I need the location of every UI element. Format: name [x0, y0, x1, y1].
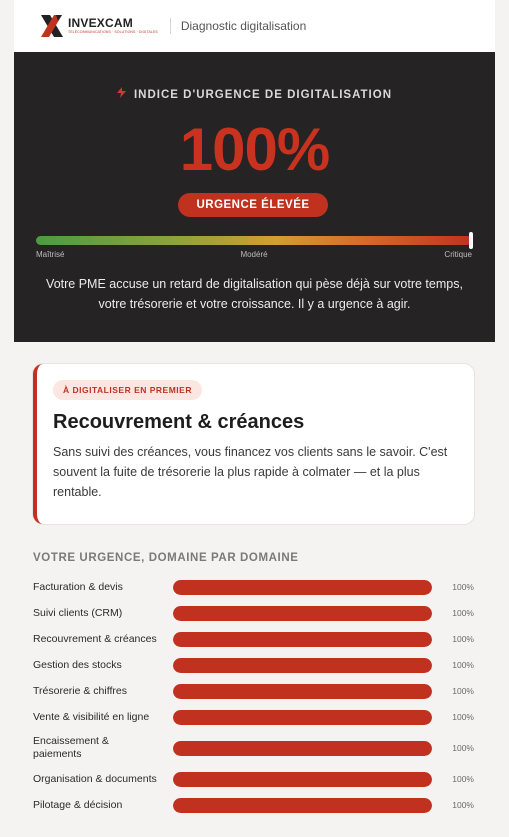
- priority-title: Recouvrement & créances: [53, 411, 305, 433]
- domain-bar-fill: [173, 798, 432, 813]
- domain-value: 100%: [452, 608, 474, 618]
- domain-bar-track: [173, 798, 432, 813]
- domains-section-title: VOTRE URGENCE, DOMAINE PAR DOMAINE: [33, 552, 299, 564]
- scale-label-high: Critique: [444, 250, 472, 259]
- scale-label-low: Maîtrisé: [36, 250, 65, 259]
- domain-bar-fill: [173, 606, 432, 621]
- domain-bar-track: [173, 741, 432, 756]
- domain-label: Organisation & documents: [33, 772, 157, 785]
- domain-bar-fill: [173, 741, 432, 756]
- domain-row: [33, 652, 474, 678]
- invexcam-x-logo-icon: [38, 13, 66, 39]
- domain-row: [33, 626, 474, 652]
- domain-row: [33, 730, 474, 766]
- priority-card: [33, 364, 474, 524]
- urgency-scale-marker: [469, 232, 473, 249]
- scale-label-mid: Modéré: [240, 250, 268, 259]
- domain-value: 100%: [452, 774, 474, 784]
- urgency-percent: 100%: [179, 116, 330, 183]
- domain-value: 100%: [452, 800, 474, 810]
- domains-list: [33, 574, 474, 818]
- domain-value: 100%: [452, 712, 474, 722]
- urgency-description: Votre PME accuse un retard de digitalisation qui pèse déjà sur votre temps, votre trésorerie et votre croissance. Il y a urgence à agir.: [46, 277, 463, 311]
- brand-logo[interactable]: [38, 13, 158, 39]
- domain-bar-fill: [173, 580, 432, 595]
- header-divider: [170, 18, 171, 34]
- domain-label: Gestion des stocks: [33, 658, 122, 671]
- brand-name: INVEXCAM: [68, 16, 133, 30]
- domain-label: Encaissement & paiements: [33, 735, 109, 760]
- page-subtitle: Diagnostic digitalisation: [180, 19, 307, 33]
- domain-bar-fill: [173, 772, 432, 787]
- domain-value: 100%: [452, 660, 474, 670]
- brand-tagline: TELECOMMUNICATIONS · SOLUTIONS · DIGITALES: [68, 30, 158, 34]
- urgency-index-text: INDICE D'URGENCE DE DIGITALISATION: [133, 89, 392, 101]
- urgency-index-label: [14, 87, 495, 101]
- domain-label: Facturation & devis: [33, 580, 123, 593]
- urgency-scale-bar: [36, 236, 472, 245]
- domain-label: Trésorerie & chiffres: [33, 684, 127, 697]
- domain-bar-fill: [173, 684, 432, 699]
- domain-row: [33, 600, 474, 626]
- domain-label: Pilotage & décision: [33, 798, 123, 811]
- domain-bar-track: [173, 684, 432, 699]
- domain-bar-fill: [173, 658, 432, 673]
- domain-label: Suivi clients (CRM): [33, 606, 123, 619]
- domain-label: Vente & visibilité en ligne: [33, 710, 150, 723]
- urgency-hero: [14, 52, 495, 342]
- priority-pill: À DIGITALISER EN PREMIER: [53, 380, 202, 400]
- priority-text: Sans suivi des créances, vous financez vos clients sans le savoir. C'est souvent la fuite de trésorerie la plus rapide à colmater — et la plus rentable.: [53, 445, 448, 499]
- domain-bar-track: [173, 606, 432, 621]
- domain-bar-fill: [173, 710, 432, 725]
- domain-value: 100%: [452, 634, 474, 644]
- domain-row: [33, 704, 474, 730]
- domain-bar-track: [173, 772, 432, 787]
- domain-bar-track: [173, 580, 432, 595]
- domain-row: [33, 574, 474, 600]
- domain-row: [33, 678, 474, 704]
- domain-value: 100%: [452, 582, 474, 592]
- urgency-badge: URGENCE ÉLEVÉE: [178, 193, 328, 217]
- domain-value: 100%: [452, 743, 474, 753]
- lightning-bolt-icon: [117, 87, 126, 98]
- domain-bar-track: [173, 658, 432, 673]
- domain-row: [33, 792, 474, 818]
- domain-value: 100%: [452, 686, 474, 696]
- top-bar: [14, 0, 495, 52]
- domain-row: [33, 766, 474, 792]
- domain-label: Recouvrement & créances: [33, 632, 157, 645]
- domain-bar-track: [173, 710, 432, 725]
- domain-bar-track: [173, 632, 432, 647]
- domain-bar-fill: [173, 632, 432, 647]
